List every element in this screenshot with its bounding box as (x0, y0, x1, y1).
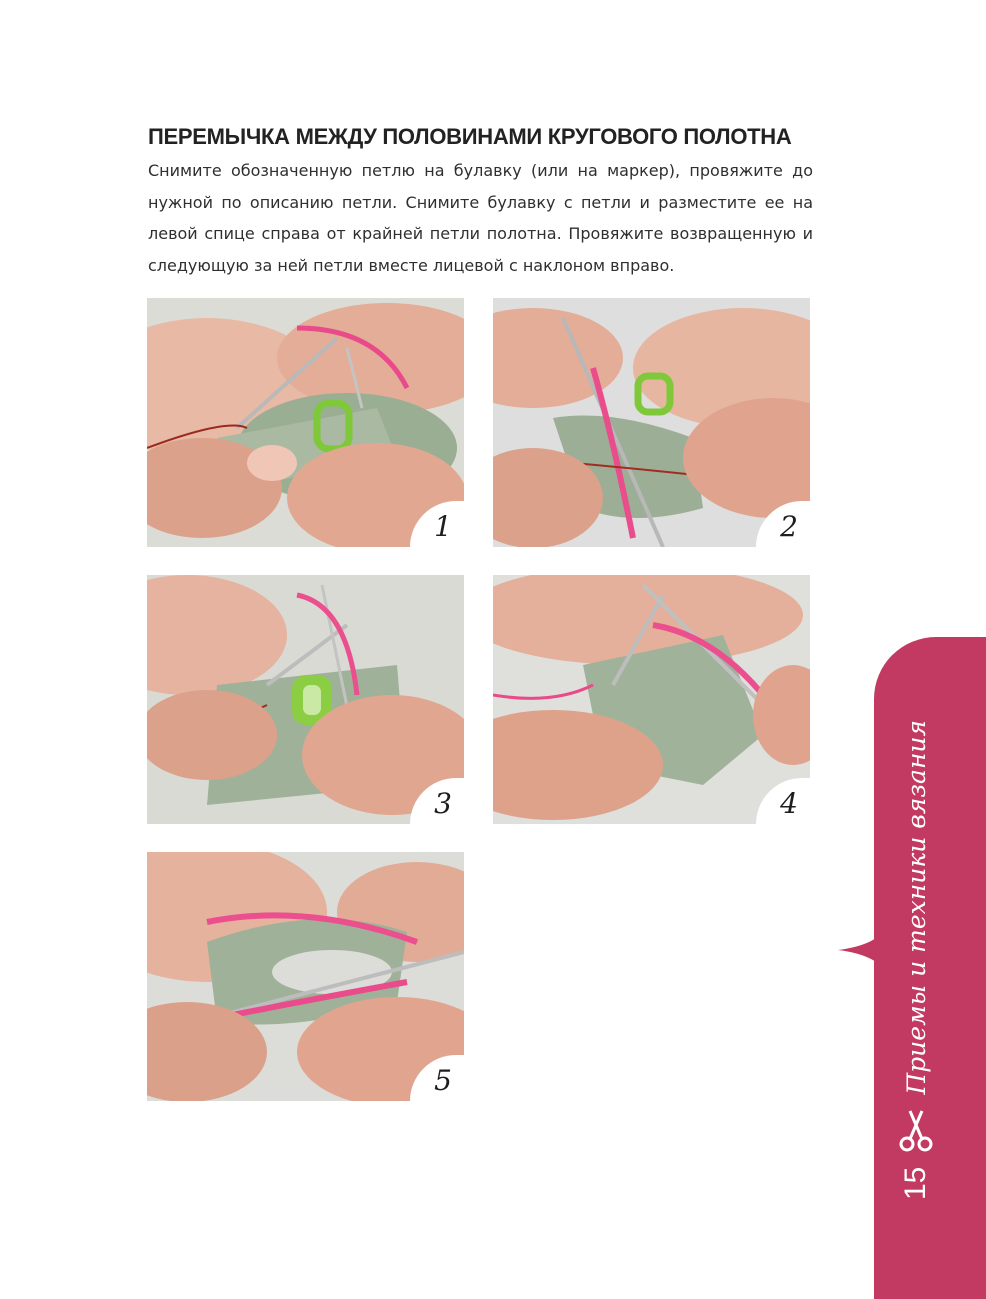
photo-illustration (493, 298, 810, 547)
step-number: 5 (434, 1064, 452, 1097)
page-number: 15 (899, 1166, 932, 1200)
step-photo-2 (493, 298, 810, 547)
photo-illustration (147, 852, 464, 1101)
step-number: 3 (434, 787, 452, 820)
step-photo-3 (147, 575, 464, 824)
step-photo-5 (147, 852, 464, 1101)
scissors-icon (898, 1109, 934, 1153)
instruction-text: Снимите обозначенную петлю на булавку (или на маркер), провяжите до нужной по описанию петли. Снимите булавку с петли и разместите ее на левой спице справа от крайней петли полотна. Провяжите возвращенную и следующую за ней петли вместе лицевой с наклоном вправо. (148, 161, 813, 275)
step-photo-1 (147, 298, 464, 547)
step-number: 4 (780, 787, 798, 820)
photo-illustration (147, 298, 464, 547)
section-heading: ПЕРЕМЫЧКА МЕЖДУ ПОЛОВИНАМИ КРУГОВОГО ПОЛОТНА (148, 124, 792, 149)
photo-illustration (493, 575, 810, 824)
step-photo-4 (493, 575, 810, 824)
chapter-label (898, 640, 934, 1200)
step-number: 2 (780, 510, 798, 543)
photo-illustration (147, 575, 464, 824)
step-number: 1 (434, 510, 452, 543)
tab-notch-ornament (838, 925, 888, 975)
section-title: Приемы и техники вязания (901, 719, 931, 1095)
